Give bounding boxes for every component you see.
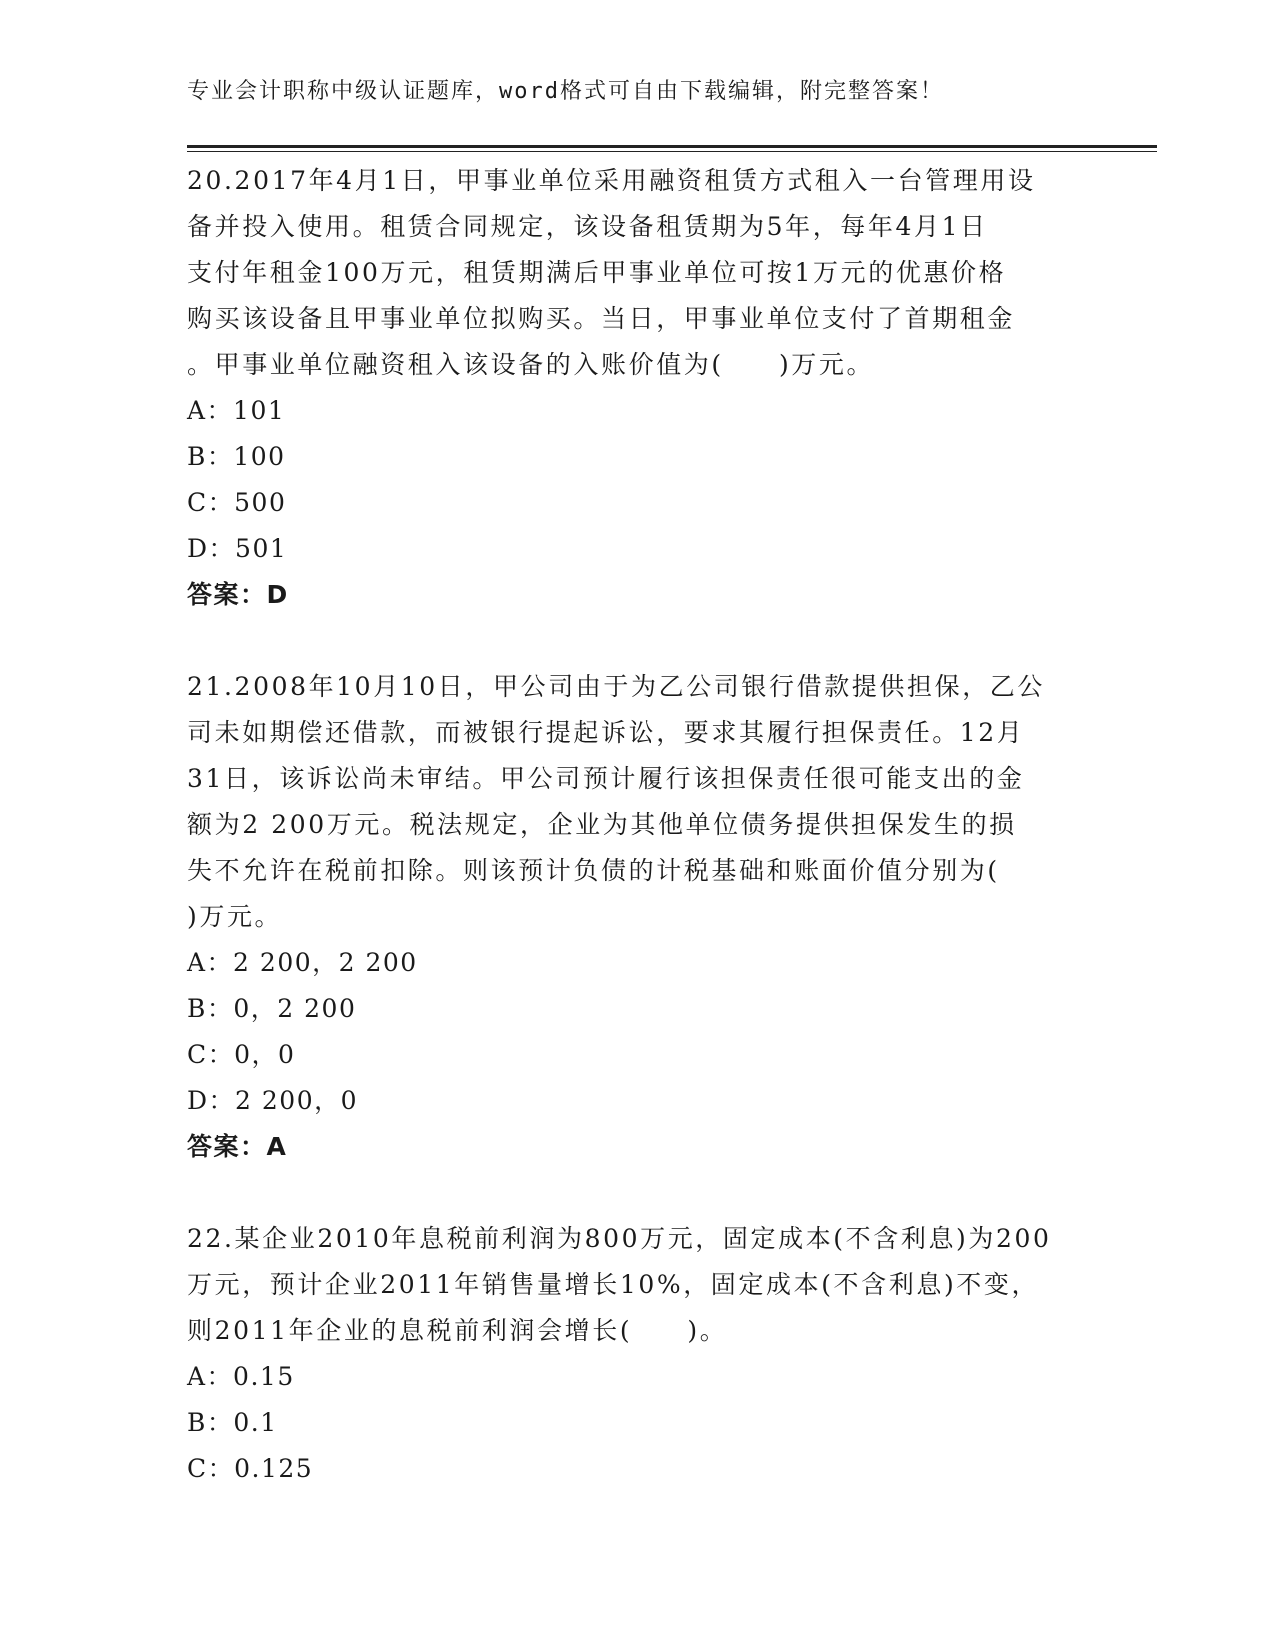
option-c: C：500 <box>187 488 287 517</box>
answer-label: 答案：A <box>187 1132 288 1161</box>
option-c: C：0.125 <box>187 1454 314 1483</box>
question-stem-line: 万元，预计企业2011年销售量增长10%，固定成本(不含利息)不变， <box>187 1270 1040 1299</box>
option-c: C：0，0 <box>187 1040 296 1069</box>
answer-label: 答案：D <box>187 580 289 609</box>
question-stem-line: 20.2017年4月1日，甲事业单位采用融资租赁方式租入一台管理用设 <box>187 166 1036 195</box>
header-rule-thick <box>187 145 1157 148</box>
question-stem-line: 备并投入使用。租赁合同规定，该设备租赁期为5年，每年4月1日 <box>187 212 988 241</box>
question-stem-line: 支付年租金100万元，租赁期满后甲事业单位可按1万元的优惠价格 <box>187 258 1007 287</box>
header-rule-thin <box>187 151 1157 152</box>
question-stem-line: 购买该设备且甲事业单位拟购买。当日，甲事业单位支付了首期租金 <box>187 304 1016 333</box>
option-b: B：0.1 <box>187 1408 278 1437</box>
question-stem-line: 失不允许在税前扣除。则该预计负债的计税基础和账面价值分别为( <box>187 856 1000 885</box>
option-a: A：2 200，2 200 <box>187 948 418 977</box>
question-20 <box>187 158 1087 618</box>
option-b: B：0，2 200 <box>187 994 357 1023</box>
option-d: D：2 200，0 <box>187 1086 359 1115</box>
page-header: 专业会计职称中级认证题库，word格式可自由下载编辑，附完整答案！ <box>187 79 944 104</box>
option-d: D：501 <box>187 534 288 563</box>
spacer <box>187 618 1087 664</box>
question-stem-line: )万元。 <box>187 902 283 931</box>
option-a: A：0.15 <box>187 1362 295 1391</box>
question-list <box>187 158 1087 1492</box>
question-stem-line: 22.某企业2010年息税前利润为800万元，固定成本(不含利息)为200 <box>187 1224 1052 1253</box>
option-b: B：100 <box>187 442 286 471</box>
spacer <box>187 1170 1087 1216</box>
question-22 <box>187 1216 1087 1492</box>
question-stem-line: 31日，该诉讼尚未审结。甲公司预计履行该担保责任很可能支出的金 <box>187 764 1025 793</box>
question-stem-line: 。甲事业单位融资租入该设备的入账价值为( )万元。 <box>187 350 875 379</box>
question-stem-line: 额为2 200万元。税法规定，企业为其他单位债务提供担保发生的损 <box>187 810 1017 839</box>
question-21 <box>187 664 1087 1170</box>
question-stem-line: 司未如期偿还借款，而被银行提起诉讼，要求其履行担保责任。12月 <box>187 718 1025 747</box>
option-a: A：101 <box>187 396 286 425</box>
question-stem-line: 则2011年企业的息税前利润会增长( )。 <box>187 1316 728 1345</box>
question-stem-line: 21.2008年10月10日，甲公司由于为乙公司银行借款提供担保，乙公 <box>187 672 1046 701</box>
